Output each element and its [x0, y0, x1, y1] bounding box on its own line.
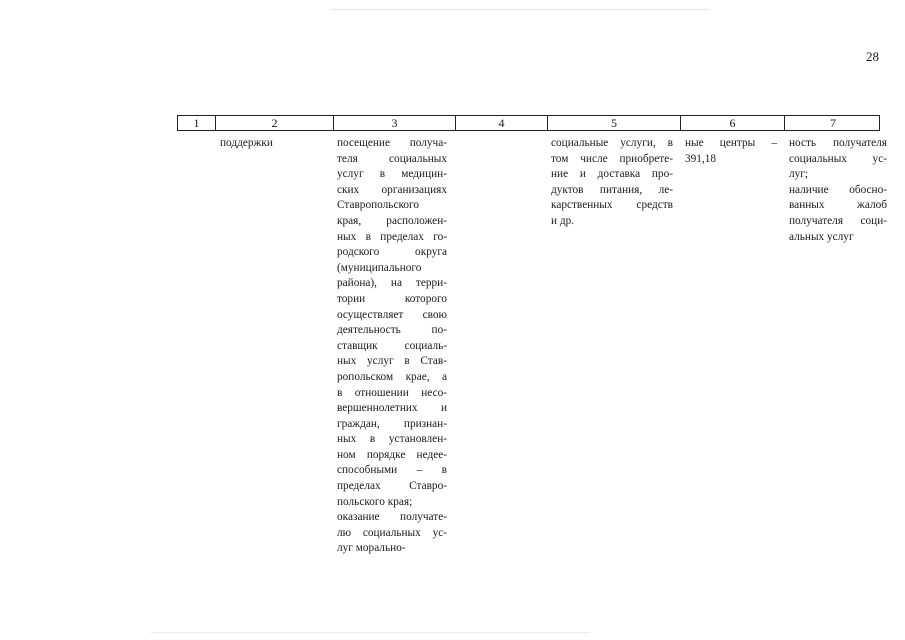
header-cell-4: 4 [498, 116, 505, 130]
header-cell-1: 1 [193, 116, 200, 130]
column-7-text [789, 136, 887, 245]
text-line: и др. [551, 214, 575, 227]
text-line: осуществляет свою [337, 308, 447, 321]
header-cell-6: 6 [729, 116, 736, 130]
text-line: том числе приобрете- [551, 152, 673, 165]
header-cell-5: 5 [611, 116, 617, 130]
text-line: 391,18 [685, 152, 717, 165]
text-line: карственных средств [551, 199, 673, 212]
text-line: района), на терри- [337, 277, 447, 290]
text-line: ных в пределах го- [337, 230, 447, 243]
header-cell-7: 7 [830, 116, 836, 130]
text-line: наличие обосно- [789, 183, 887, 196]
text-line: деятельность по- [337, 324, 447, 337]
text-line: ских организациях [337, 183, 447, 196]
text-line: получателя соци- [789, 214, 887, 227]
text-line: поддержки [220, 137, 273, 149]
page-number: 28 [866, 49, 879, 64]
text-line: Ставропольского [337, 199, 420, 212]
text-line: теля социальных [337, 152, 447, 165]
text-line: граждан, признан- [337, 417, 447, 430]
text-line: тории которого [337, 292, 447, 305]
scan-artifact [330, 9, 710, 10]
column-5-text [551, 136, 673, 230]
text-line: пределах Ставро- [337, 480, 447, 493]
text-line: ность получателя [789, 137, 887, 149]
text-line: ных услуг в Став- [337, 355, 447, 368]
text-line: польского края; [337, 495, 413, 508]
text-line: ставщик социаль- [337, 339, 447, 352]
text-line: услуг в медицин- [337, 168, 447, 181]
text-line: альных услуг [789, 230, 854, 243]
header-cell-3: 3 [391, 116, 398, 130]
text-line: родского округа [337, 246, 447, 259]
text-line: лю социальных ус- [337, 526, 447, 539]
text-line: в отношении несо- [337, 386, 447, 399]
text-line: ные центры – [685, 137, 777, 149]
text-line: социальных ус- [789, 152, 887, 165]
text-line: луг; [789, 168, 809, 181]
scan-artifact [150, 632, 590, 633]
text-line: (муниципального [337, 261, 422, 274]
text-line: оказание получате- [337, 511, 447, 524]
text-line: ванных жалоб [789, 199, 887, 212]
text-line: луг морально- [337, 542, 406, 555]
column-6-text [685, 136, 777, 167]
text-line: ропольском крае, а [337, 370, 447, 383]
column-3-text [337, 136, 447, 557]
text-line: посещение получа- [337, 137, 447, 149]
column-2-text [220, 136, 330, 152]
text-line: края, расположен- [337, 214, 447, 227]
text-line: способными – в [337, 464, 447, 477]
text-line: вершеннолетних и [337, 402, 447, 415]
table-header-row [177, 115, 880, 131]
header-cell-2: 2 [271, 116, 278, 130]
text-line: социальные услуги, в [551, 137, 673, 149]
text-line: ном порядке недее- [337, 448, 447, 461]
text-line: ние и доставка про- [551, 168, 673, 181]
text-line: дуктов питания, ле- [551, 183, 673, 196]
text-line: ных в установлен- [337, 433, 447, 446]
